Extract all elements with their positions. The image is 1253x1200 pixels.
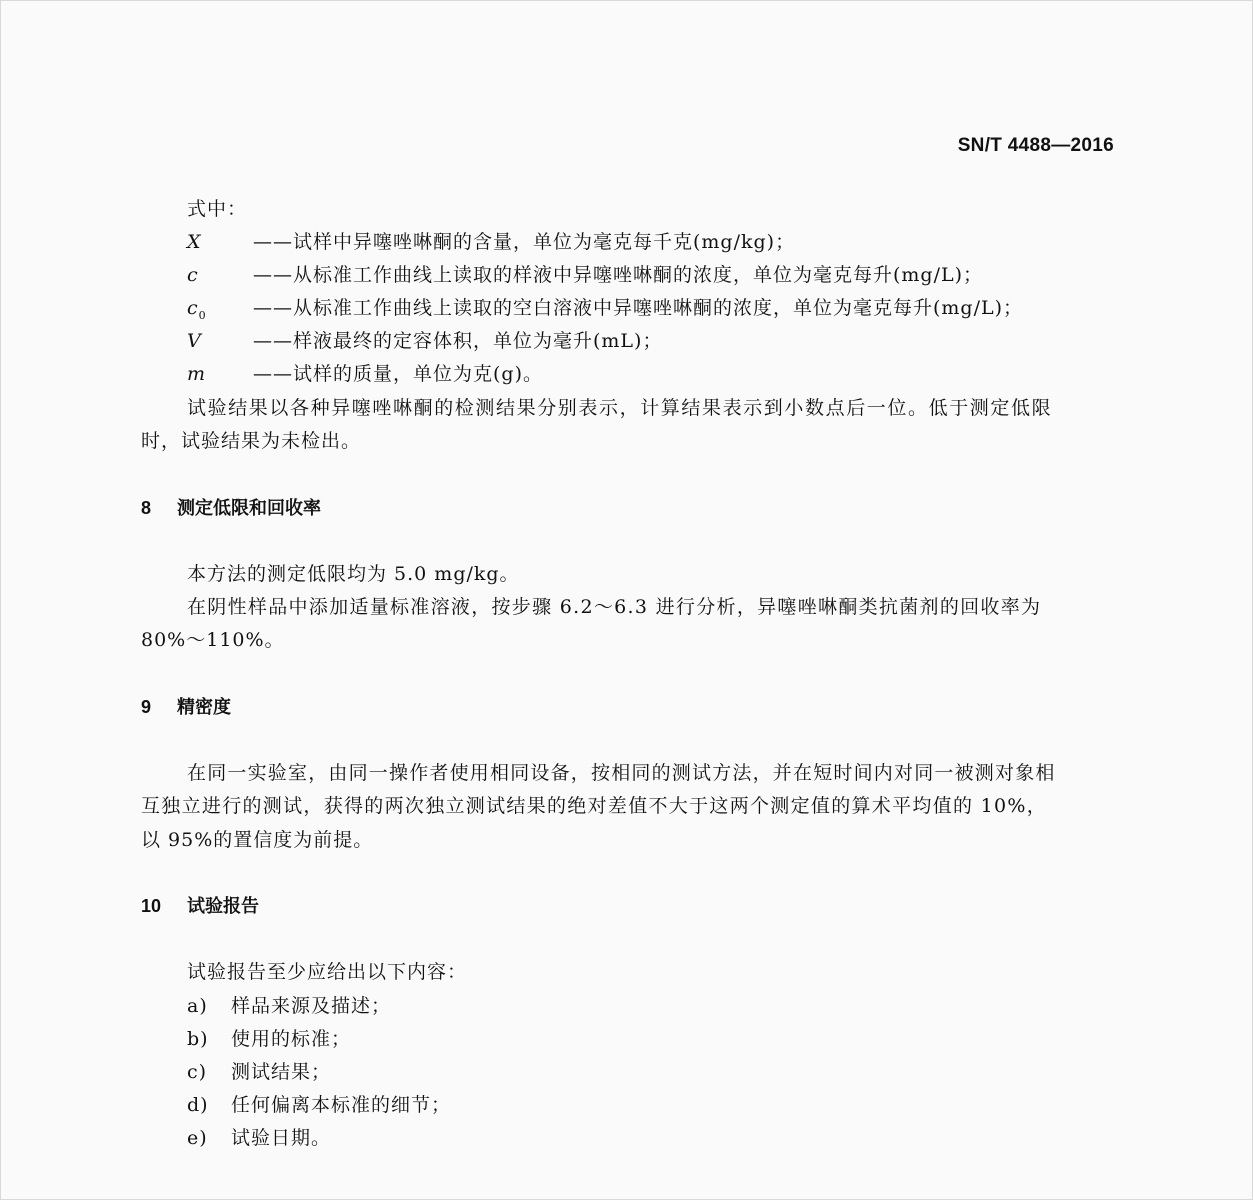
section-8-heading xyxy=(141,496,321,521)
legend-item-c0 xyxy=(187,296,1023,328)
section-9-line2: 互独立进行的测试，获得的两次独立测试结果的绝对差值不大于这两个测定值的算术平均值的 10%， xyxy=(141,795,1048,817)
legend-symbol: X xyxy=(187,231,202,253)
section-number: 9 xyxy=(141,697,152,717)
legend-text: ——样液最终的定容体积，单位为毫升(mL)； xyxy=(253,330,663,352)
legend-text: ——从标准工作曲线上读取的样液中异噻唑啉酮的浓度，单位为毫克每升(mg/L)； xyxy=(253,264,984,286)
report-list-item xyxy=(187,994,391,1018)
legend-item-v xyxy=(187,329,662,353)
legend-symbol: m xyxy=(187,363,207,385)
list-marker: b) xyxy=(187,1028,209,1050)
report-list-item xyxy=(187,1027,351,1051)
section-9-line1: 在同一实验室，由同一操作者使用相同设备，按相同的测试方法，并在短时间内对同一被测对象相 xyxy=(187,762,1056,784)
list-text: 使用的标准； xyxy=(231,1028,352,1050)
document-code: SN/T 4488—2016 xyxy=(957,135,1114,156)
section-10-heading xyxy=(141,894,259,919)
result-note-line2: 时，试验结果为未检出。 xyxy=(141,430,362,452)
report-list-item xyxy=(187,1126,331,1150)
section-9-line3: 以 95%的置信度为前提。 xyxy=(141,829,374,851)
list-text: 测试结果； xyxy=(231,1061,332,1083)
report-list-item xyxy=(187,1093,451,1117)
list-text: 任何偏离本标准的细节； xyxy=(231,1094,452,1116)
list-text: 样品来源及描述； xyxy=(231,995,392,1017)
section-title: 精密度 xyxy=(177,697,231,718)
legend-text: ——试样中异噻唑啉酮的含量，单位为毫克每千克(mg/kg)； xyxy=(253,231,796,253)
legend-intro: 式中： xyxy=(187,198,248,220)
section-9-heading xyxy=(141,695,231,720)
legend-item-m xyxy=(187,362,543,386)
legend-item-c xyxy=(187,263,983,287)
list-marker: d) xyxy=(187,1094,209,1116)
legend-text: ——试样的质量，单位为克(g)。 xyxy=(253,363,543,385)
section-8-para2-line1: 在阴性样品中添加适量标准溶液，按步骤 6.2～6.3 进行分析，异噻唑啉酮类抗菌剂的回收率为 xyxy=(187,596,1042,618)
report-list-item xyxy=(187,1060,331,1084)
section-8-para2-line2: 80%～110%。 xyxy=(141,629,285,651)
legend-symbol: $c_0$ xyxy=(187,297,207,322)
section-number: 10 xyxy=(141,896,162,916)
legend-symbol: c xyxy=(187,264,199,286)
section-title: 试验报告 xyxy=(187,896,259,917)
legend-item-x xyxy=(187,230,795,254)
result-note-line1: 试验结果以各种异噻唑啉酮的检测结果分别表示，计算结果表示到小数点后一位。低于测定低限 xyxy=(187,397,1053,419)
section-number: 8 xyxy=(141,498,152,518)
legend-text: ——从标准工作曲线上读取的空白溶液中异噻唑啉酮的浓度，单位为毫克每升(mg/L)； xyxy=(253,297,1024,319)
list-marker: a) xyxy=(187,995,208,1017)
section-title: 测定低限和回收率 xyxy=(177,498,321,519)
list-text: 试验日期。 xyxy=(231,1127,332,1149)
section-10-intro: 试验报告至少应给出以下内容： xyxy=(187,961,468,983)
list-marker: e) xyxy=(187,1127,208,1149)
section-8-para1: 本方法的测定低限均为 5.0 mg/kg。 xyxy=(187,563,520,585)
list-marker: c) xyxy=(187,1061,208,1083)
legend-symbol: V xyxy=(187,330,202,352)
